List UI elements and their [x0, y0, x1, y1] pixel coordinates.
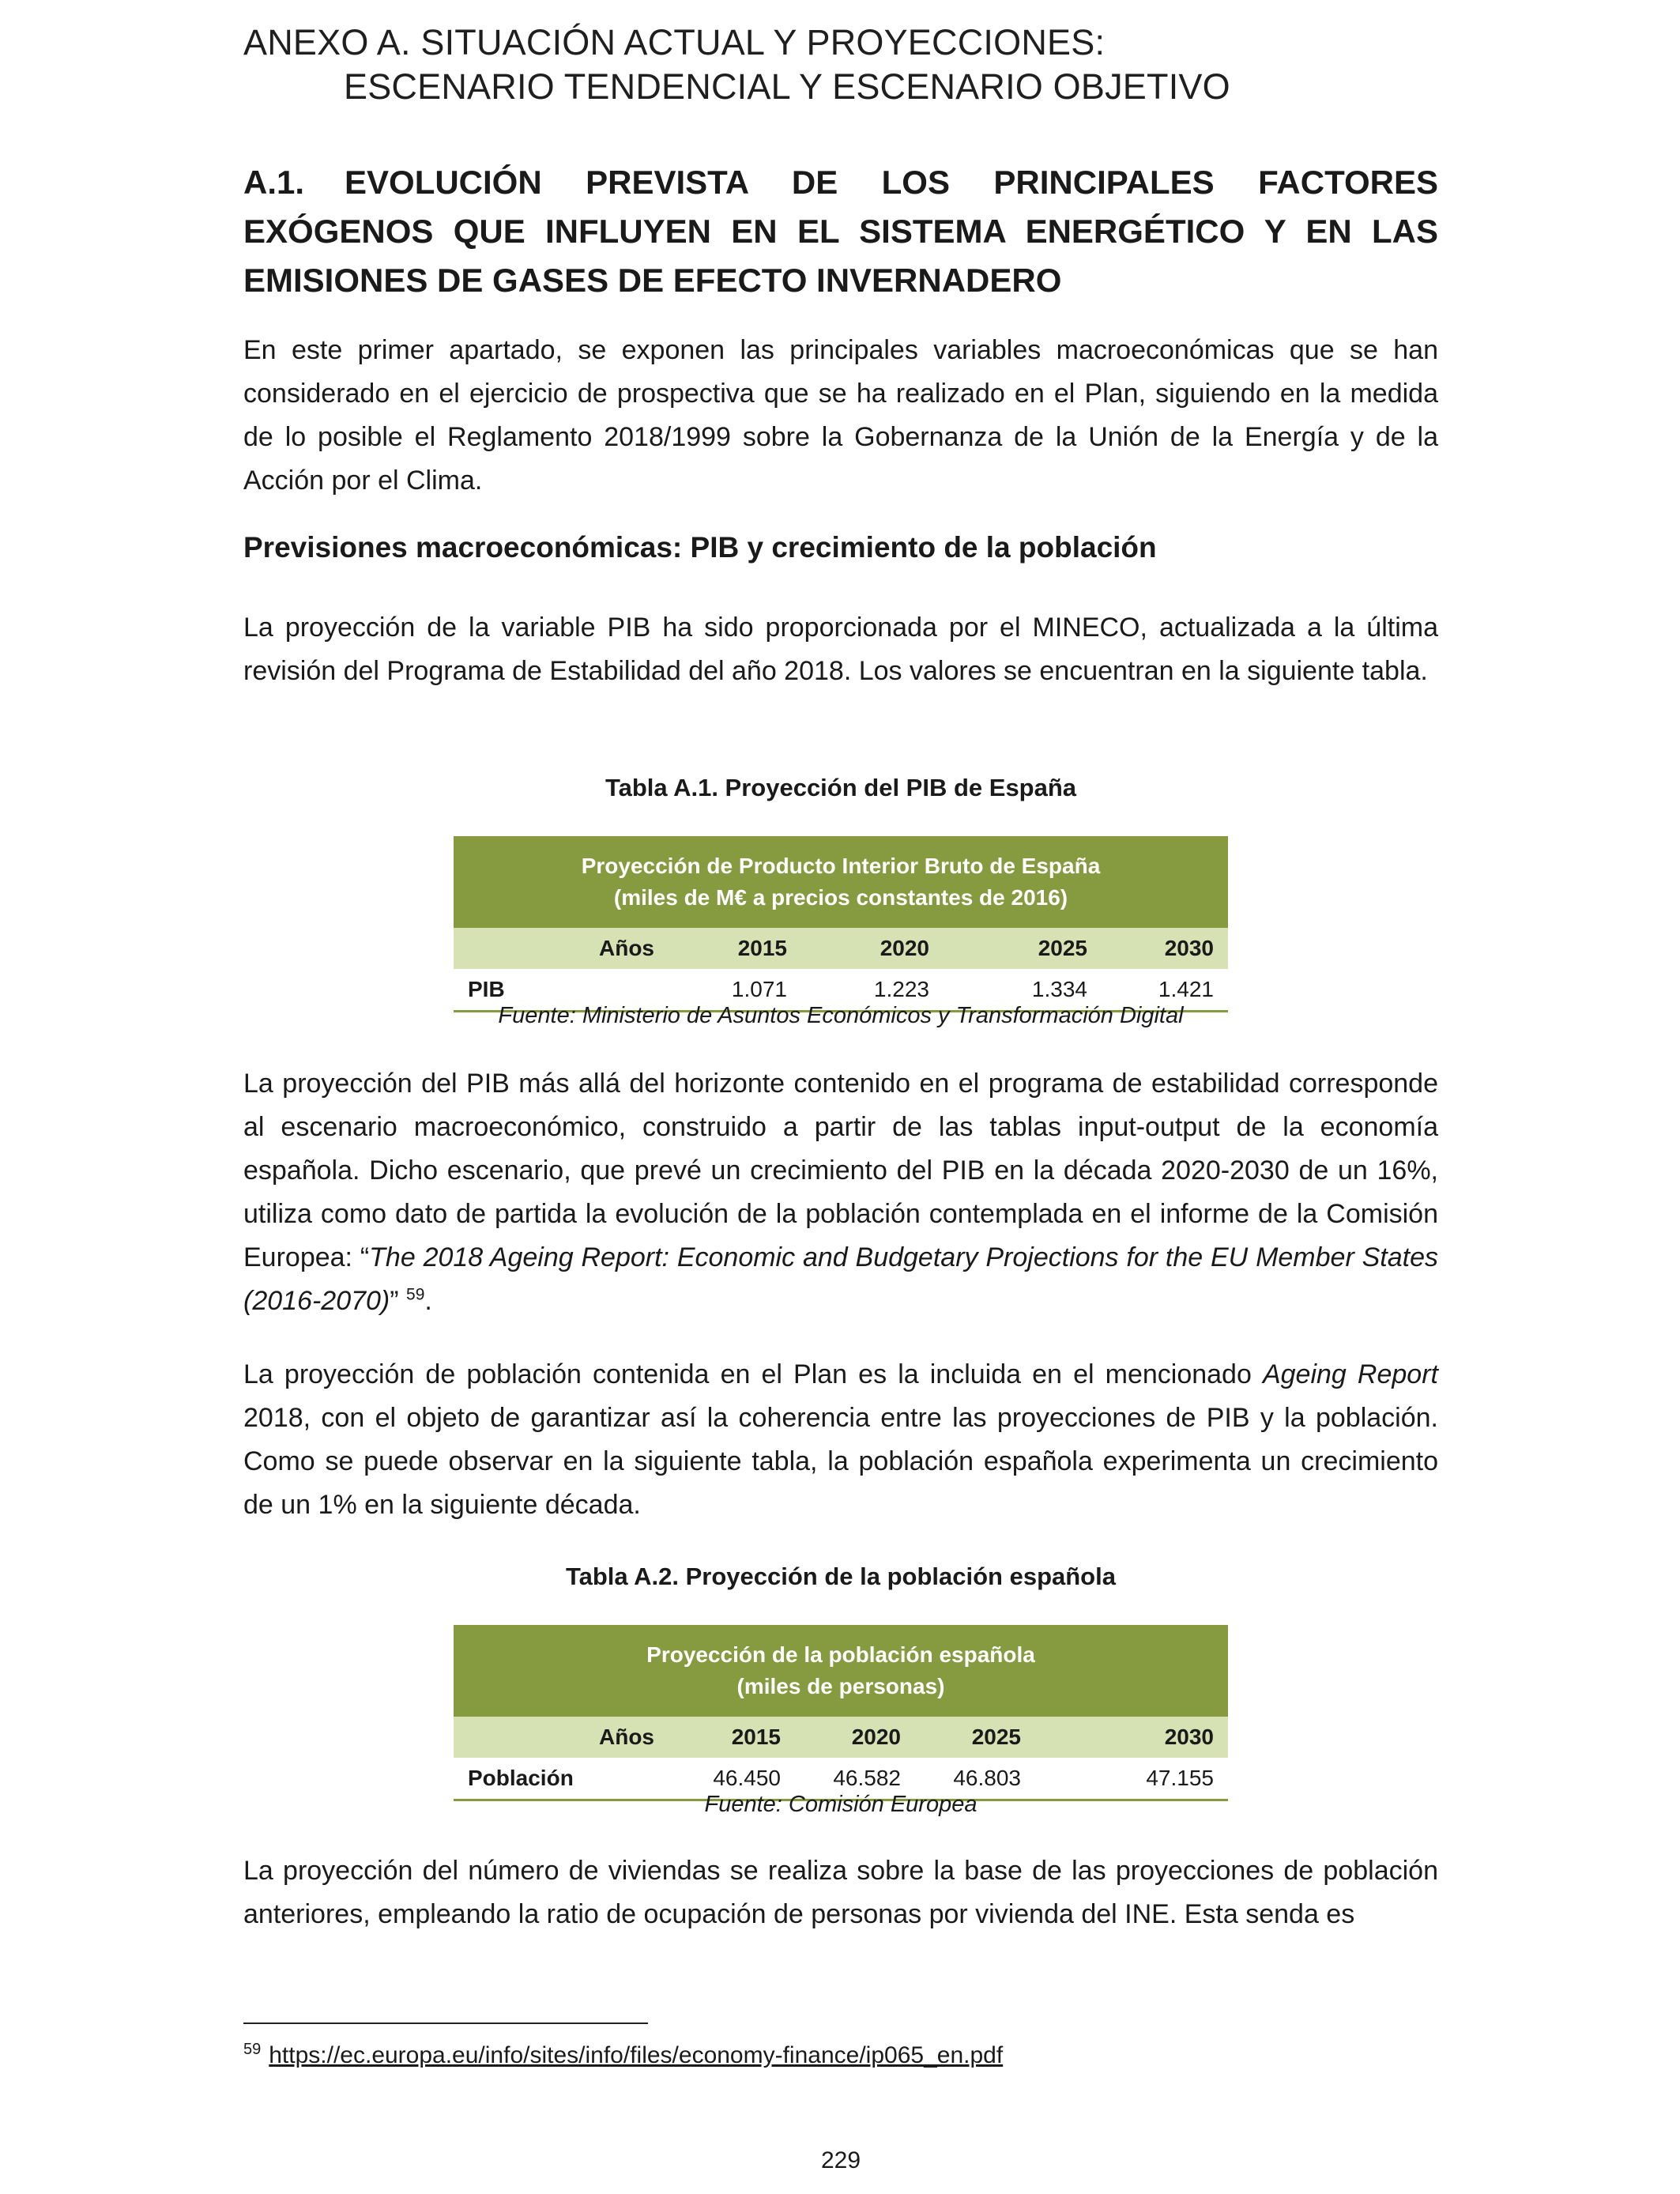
table-cell: 1.071 [731, 977, 787, 1001]
text-run: 2018, con el objeto de garantizar así la coherencia entre las proyecciones de PIB y la población. Como se puede observar en la siguiente tabla, la población española experimenta un crecimiento de un 1% en la siguiente década. [243, 1403, 1438, 1520]
footnote-divider [243, 2022, 648, 2024]
table-cell: 2025 [944, 928, 1102, 969]
table-cell: PIB [468, 977, 505, 1001]
table-1-pib [454, 836, 1228, 1012]
annex-title [243, 21, 1230, 109]
section-number: A.1. [243, 164, 305, 201]
table-2-header [454, 1625, 1228, 1717]
table-cell: 1.421 [1158, 977, 1214, 1001]
text-run: ” [390, 1286, 407, 1316]
intro-paragraph: En este primer apartado, se exponen las principales variables macroeconómicas que se han considerado en el ejercicio de prospectiva que se ha realizado en el Plan, siguiendo en la medida de lo posible el Reglamento 2018/1999 sobre la Gobernanza de la Unión de la Energía y de la Acción por el Clima. [243, 335, 1438, 496]
table-cell: 46.450 [713, 1766, 781, 1790]
table-cell: 2025 [915, 1717, 1035, 1758]
table-cell: 1.334 [1031, 977, 1087, 1001]
subheading: Previsiones macroeconómicas: PIB y crecimiento de la población [243, 531, 1157, 564]
table-2-years-row [454, 1717, 1228, 1758]
page-number: 229 [820, 2147, 861, 2173]
table-cell: 2020 [801, 928, 944, 969]
table-2-header-units: (miles de personas) [736, 1674, 945, 1698]
section-title: EVOLUCIÓN PREVISTA DE LOS PRINCIPALES FACTORES EXÓGENOS QUE INFLUYEN EN EL SISTEMA ENERGÉTICO Y EN LAS EMISIONES DE GASES DE EFECTO INVERNADERO [243, 164, 1438, 299]
table-cell: 2030 [1035, 1717, 1228, 1758]
text-run: La proyección del PIB más allá del horizonte contenido en el programa de estabilidad corresponde al escenario macroeconómico, construido a partir de las tablas input-output de la economía española. Dicho escenario, que prevé un crecimiento del PIB en la década 2020-2030 de un 16%, utiliza como dato de partida la evolución de la población contemplada en el informe de la Comisión Europea: “ [243, 1069, 1438, 1272]
text-run: . [424, 1286, 432, 1316]
table-1-header-units: (miles de M€ a precios constantes de 2016) [613, 885, 1068, 910]
table-cell: 46.803 [953, 1766, 1021, 1790]
table-cell: 1.223 [873, 977, 929, 1001]
table-cell: 2015 [669, 1717, 795, 1758]
table-cell: Población [468, 1766, 574, 1790]
section-heading [243, 158, 1438, 305]
table-2-header-title: Proyección de la población española [646, 1642, 1035, 1667]
annex-title-line-2: ESCENARIO TENDENCIAL Y ESCENARIO OBJETIVO [344, 66, 1230, 107]
footnote-link[interactable]: https://ec.europa.eu/info/sites/info/files/economy-finance/ip065_en.pdf [269, 2042, 1004, 2068]
table-cell: 2020 [795, 1717, 915, 1758]
table-cell: 47.155 [1146, 1766, 1214, 1790]
table-1-header-title: Proyección de Producto Interior Bruto de España [581, 854, 1101, 878]
report-title: The 2018 Ageing Report: Economic and Budgetary Projections for the EU Member States (2016-2070) [243, 1242, 1438, 1316]
table-2-source: Fuente: Comisión Europea [704, 1792, 977, 1817]
housing-paragraph: La proyección del número de viviendas se realiza sobre la base de las proyecciones de población anteriores, empleando la ratio de ocupación de personas por vivienda del INE. Esta senda es [243, 1856, 1438, 1929]
table-1-source: Fuente: Ministerio de Asuntos Económicos y Transformación Digital [498, 1003, 1184, 1028]
footnote [243, 2039, 1003, 2072]
footnote-number: 59 [243, 2041, 262, 2058]
table-cell: Años [454, 928, 669, 969]
pib-paragraph: La proyección de la variable PIB ha sido proporcionada por el MINECO, actualizada a la última revisión del Programa de Estabilidad del año 2018. Los valores se encuentran en la siguiente tabla. [243, 613, 1438, 686]
table-1-caption: Tabla A.1. Proyección del PIB de España [605, 774, 1077, 801]
table-1-header [454, 836, 1228, 928]
scenario-paragraph [243, 1062, 1438, 1323]
table-cell: Años [454, 1717, 669, 1758]
table-2-population [454, 1625, 1228, 1801]
population-paragraph [243, 1353, 1438, 1527]
document-page [243, 0, 1438, 2194]
table-2-caption: Tabla A.2. Proyección de la población española [566, 1563, 1116, 1590]
table-cell: 46.582 [833, 1766, 901, 1790]
table-cell: 2015 [669, 928, 801, 969]
report-name: Ageing Report [1262, 1359, 1438, 1389]
table-cell: 2030 [1102, 928, 1228, 969]
footnote-ref[interactable]: 59 [406, 1285, 425, 1304]
table-1-years-row [454, 928, 1228, 969]
text-run: La proyección de población contenida en el Plan es la incluida en el mencionado [243, 1359, 1263, 1389]
annex-title-line-1: ANEXO A. SITUACIÓN ACTUAL Y PROYECCIONES: [243, 22, 1106, 62]
